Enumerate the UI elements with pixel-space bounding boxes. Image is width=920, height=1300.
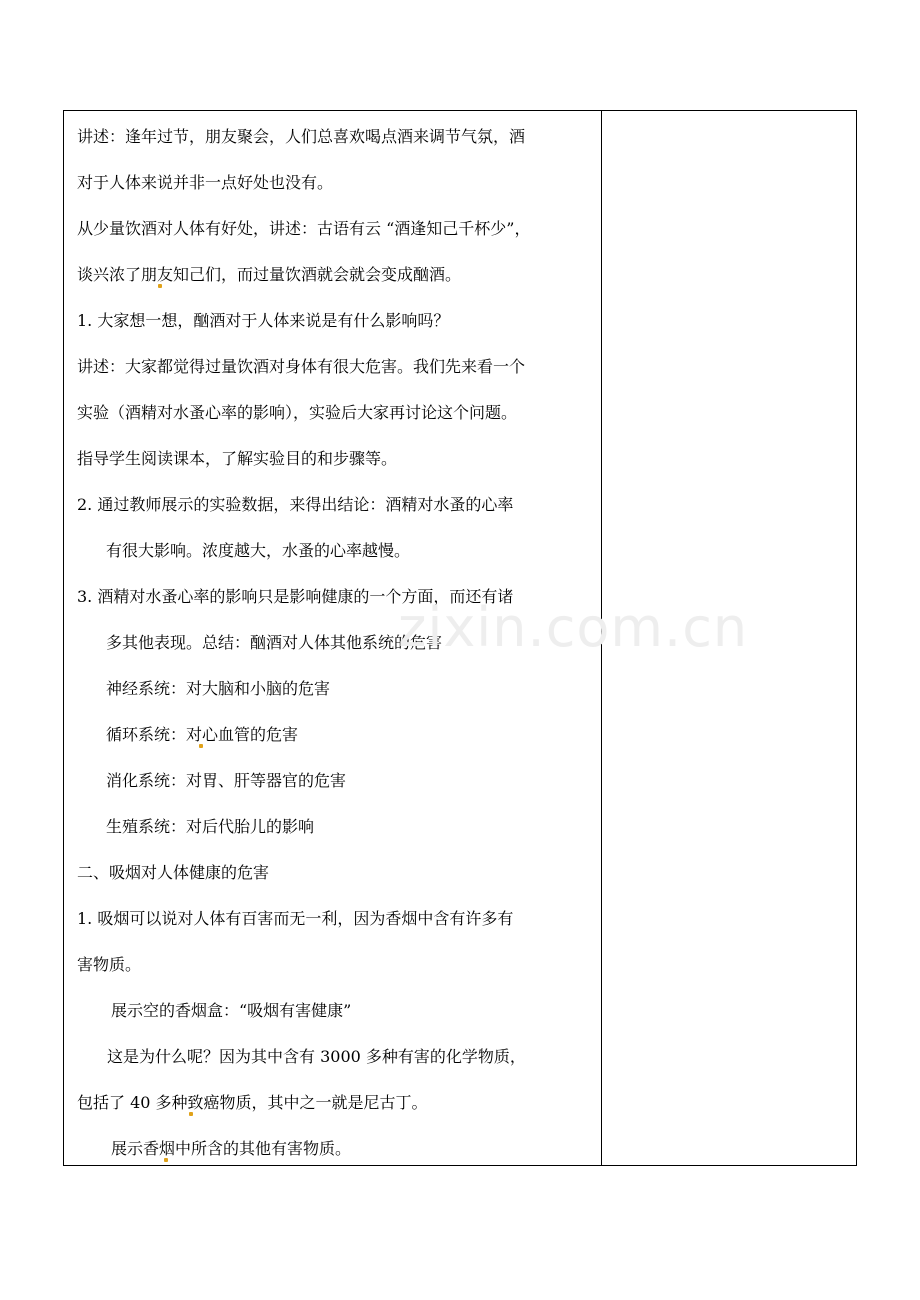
- text-line: 展示香烟中所含的其他有害物质。: [111, 1139, 352, 1158]
- text-line: 谈兴浓了朋友知己们，而过量饮酒就会就会变成酗酒。: [77, 265, 462, 284]
- text-line: 讲述：逢年过节，朋友聚会，人们总喜欢喝点酒来调节气氛，酒: [77, 127, 526, 146]
- text-line: 实验（酒精对水蚤心率的影响），实验后大家再讨论这个问题。: [77, 403, 518, 422]
- edit-mark: [158, 284, 162, 288]
- text-line: 消化系统：对胃、肝等器官的危害: [106, 771, 347, 790]
- content-cell: [64, 111, 601, 1165]
- lesson-table: [63, 110, 857, 1166]
- text-line: 对于人体来说并非一点好处也没有。: [77, 173, 334, 192]
- watermark: zixin.com.cn: [398, 596, 749, 659]
- list-item: 2. 通过教师展示的实验数据，来得出结论：酒精对水蚤的心率: [77, 495, 514, 514]
- edit-mark: [199, 744, 203, 748]
- section-heading: 二、吸烟对人体健康的危害: [77, 863, 270, 882]
- text-line: 害物质。: [77, 955, 142, 974]
- text-line: 包括了 40 多种致癌物质，其中之一就是尼古丁。: [77, 1093, 428, 1112]
- text-line: 从少量饮酒对人体有好处，讲述：古语有云 “酒逢知己千杯少”，: [77, 219, 531, 238]
- notes-cell: [602, 111, 856, 1165]
- text-line: 神经系统：对大脑和小脑的危害: [106, 679, 331, 698]
- text-line: 循环系统：对心血管的危害: [106, 725, 299, 744]
- text-line: 多其他表现。总结：酗酒对人体其他系统的危害: [106, 633, 443, 652]
- list-item: 1. 吸烟可以说对人体有百害而无一利，因为香烟中含有许多有: [77, 909, 514, 928]
- text-line: 展示空的香烟盒：“吸烟有害健康”: [111, 1001, 352, 1020]
- edit-mark: [164, 1158, 168, 1162]
- text-line: 生殖系统：对后代胎儿的影响: [106, 817, 315, 836]
- list-item: 3. 酒精对水蚤心率的影响只是影响健康的一个方面，而还有诸: [77, 587, 514, 606]
- edit-mark: [189, 1112, 193, 1116]
- text-line: 讲述：大家都觉得过量饮酒对身体有很大危害。我们先来看一个: [77, 357, 526, 376]
- text-line: 有很大影响。浓度越大，水蚤的心率越慢。: [106, 541, 411, 560]
- text-line: 这是为什么呢？因为其中含有 3000 多种有害的化学物质，: [107, 1047, 526, 1066]
- list-item: 1. 大家想一想，酗酒对于人体来说是有什么影响吗？: [77, 311, 450, 330]
- text-line: 指导学生阅读课本，了解实验目的和步骤等。: [77, 449, 398, 468]
